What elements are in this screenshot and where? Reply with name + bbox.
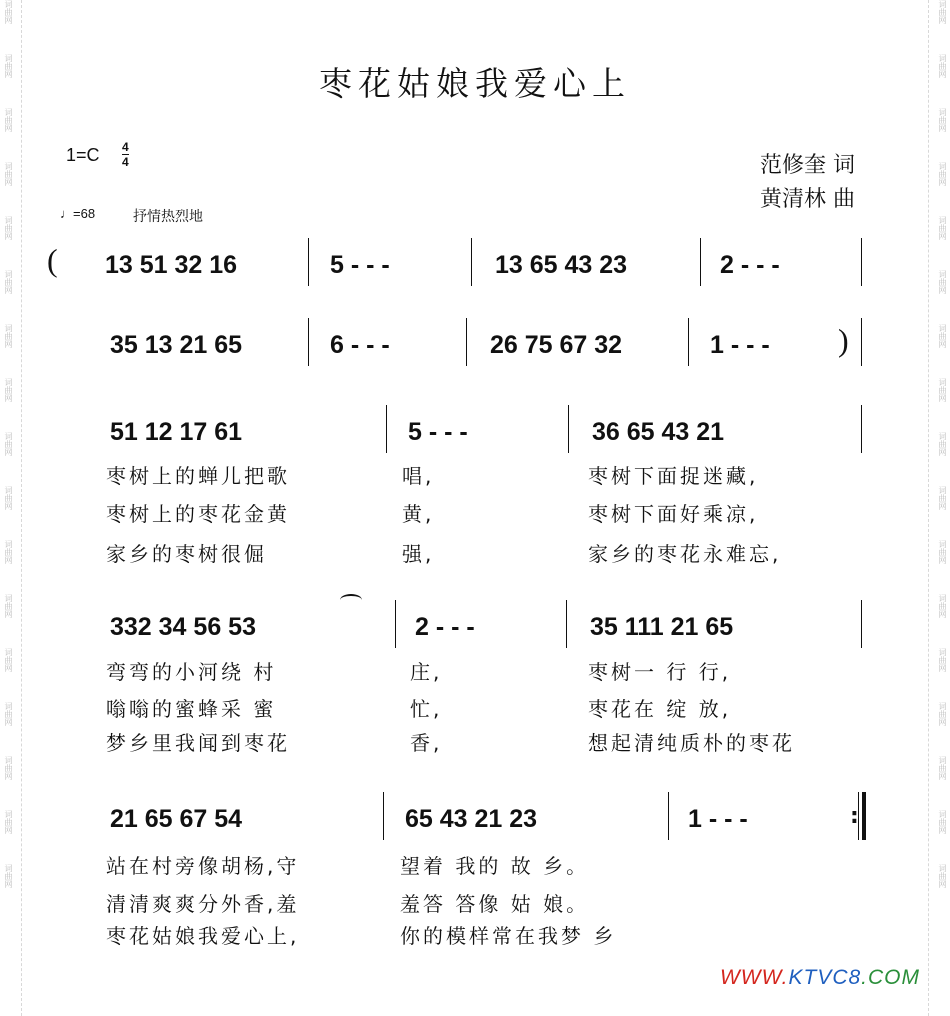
measure-notes: 5 - - - — [408, 418, 468, 446]
watermark-text: 词曲网 — [4, 432, 13, 456]
watermark-text: 词曲网 — [4, 648, 13, 672]
time-signature-top: 4 — [122, 140, 129, 154]
measure-notes: 1 - - - — [688, 805, 748, 833]
repeat-dots: : — [850, 804, 859, 829]
barline — [861, 238, 862, 286]
barline — [471, 238, 472, 286]
lyric-line: 站在村旁像胡杨,守 — [106, 854, 300, 878]
watermark-text: 词曲网 — [4, 540, 13, 564]
measure-notes: 21 65 67 54 — [110, 805, 243, 833]
watermark-text: 词曲网 — [938, 540, 947, 564]
watermark-text: 词曲网 — [4, 864, 13, 888]
watermark-text: 词曲网 — [938, 486, 947, 510]
lyric-line: 枣树上的枣花金黄 — [106, 502, 290, 526]
lyric-line: 家乡的枣花永难忘, — [588, 542, 782, 566]
notation-row-2 — [0, 318, 950, 398]
site-url-suffix: .COM — [861, 966, 920, 989]
site-url-prefix: WWW. — [719, 966, 789, 989]
watermark-text: 词曲网 — [938, 594, 947, 618]
measure-notes: 51 12 17 61 — [110, 418, 243, 446]
lyricist-credit: 范修奎 词 — [760, 153, 855, 178]
barline — [688, 318, 689, 366]
measure-notes: 13 65 43 23 — [495, 251, 628, 279]
watermark-text: 词曲网 — [4, 324, 13, 348]
measure-notes: 35 111 21 65 — [590, 613, 734, 641]
lyric-line: 枣花在 绽 放, — [588, 697, 732, 721]
watermark-text: 词曲网 — [4, 108, 13, 132]
watermark-text: 词曲网 — [938, 54, 947, 78]
measure-notes: 2 - - - — [720, 251, 780, 279]
watermark-text: 词曲网 — [938, 432, 947, 456]
measure-notes: 332 34 56 53 — [110, 613, 256, 641]
watermark-text: 词曲网 — [938, 270, 947, 294]
time-signature-bottom: 4 — [122, 155, 129, 169]
watermark-text: 词曲网 — [938, 702, 947, 726]
watermark-text: 词曲网 — [938, 864, 947, 888]
barline — [568, 405, 569, 453]
barline — [668, 792, 669, 840]
measure-notes: 1 - - - — [710, 331, 770, 359]
watermark-text: 词曲网 — [938, 162, 947, 186]
composer-credit: 黄清林 曲 — [760, 187, 855, 212]
watermark-text: 词曲网 — [4, 486, 13, 510]
watermark-text: 词曲网 — [4, 810, 13, 834]
lyric-line: 羞答 答像 姑 娘。 — [400, 892, 590, 916]
lyric-line: 唱, — [402, 464, 435, 488]
lyric-line: 家乡的枣树很倔 — [106, 542, 267, 566]
watermark-text: 词曲网 — [4, 216, 13, 240]
lyric-line: 黄, — [402, 502, 435, 526]
barline — [700, 238, 701, 286]
key-signature: 1=C — [66, 145, 100, 165]
measure-notes: 26 75 67 32 — [490, 331, 623, 359]
watermark-text: 词曲网 — [4, 378, 13, 402]
watermark-text: 词曲网 — [938, 0, 947, 24]
watermark-text: 词曲网 — [938, 108, 947, 132]
lyric-line: 想起清纯质朴的枣花 — [588, 731, 795, 755]
lyric-line: 嗡嗡的蜜蜂采 蜜 — [106, 697, 277, 721]
watermark-text: 词曲网 — [938, 648, 947, 672]
expression-marking: 抒情热烈地 — [133, 209, 203, 225]
close-paren: ) — [838, 322, 849, 358]
lyric-line: 庄, — [410, 660, 443, 684]
site-url-brand: KTVC8 — [788, 966, 862, 989]
time-signature — [122, 140, 129, 169]
barline — [395, 600, 396, 648]
notation-row-1 — [0, 238, 950, 318]
open-paren: ( — [47, 242, 58, 278]
lyric-line: 强, — [402, 542, 435, 566]
measure-notes: 35 13 21 65 — [110, 331, 243, 359]
barline — [383, 792, 384, 840]
watermark-text: 词曲网 — [4, 594, 13, 618]
watermark-text: 词曲网 — [938, 810, 947, 834]
barline — [861, 600, 862, 648]
watermark-text: 词曲网 — [4, 162, 13, 186]
watermark-text: 词曲网 — [938, 324, 947, 348]
lyric-line: 清清爽爽分外香,羞 — [106, 892, 300, 916]
lyric-line: 你的模样常在我梦 乡 — [400, 924, 617, 948]
barline — [386, 405, 387, 453]
lyric-line: 枣树下面好乘凉, — [588, 502, 759, 526]
watermark-text: 词曲网 — [938, 378, 947, 402]
lyric-line: 枣树一 行 行, — [588, 660, 732, 684]
measure-notes: 2 - - - — [415, 613, 475, 641]
barline — [861, 318, 862, 366]
lyric-line: 枣树下面捉迷藏, — [588, 464, 759, 488]
measure-notes: 13 51 32 16 — [105, 251, 238, 279]
barline — [308, 238, 309, 286]
watermark-text: 词曲网 — [4, 54, 13, 78]
repeat-end-barline — [858, 792, 866, 840]
barline — [861, 405, 862, 453]
watermark-text: 词曲网 — [4, 756, 13, 780]
slur-mark — [340, 594, 362, 606]
watermark-text: 词曲网 — [4, 270, 13, 294]
watermark-text: 词曲网 — [4, 702, 13, 726]
tempo-marking: ♩=68 — [60, 206, 96, 221]
barline — [308, 318, 309, 366]
song-title: 枣花姑娘我爱心上 — [319, 64, 631, 103]
measure-notes: 65 43 21 23 — [405, 805, 538, 833]
site-url — [720, 966, 920, 990]
watermark-text: 词曲网 — [938, 216, 947, 240]
lyric-line: 枣花姑娘我爱心上, — [106, 924, 300, 948]
lyric-line: 香, — [410, 731, 443, 755]
lyric-line: 弯弯的小河绕 村 — [106, 660, 277, 684]
measure-notes: 6 - - - — [330, 331, 390, 359]
lyric-line: 忙, — [410, 697, 443, 721]
barline — [566, 600, 567, 648]
lyric-line: 望着 我的 故 乡。 — [400, 854, 590, 878]
barline — [466, 318, 467, 366]
lyric-line: 梦乡里我闻到枣花 — [106, 731, 290, 755]
measure-notes: 5 - - - — [330, 251, 390, 279]
watermark-text: 词曲网 — [4, 0, 13, 24]
lyric-line: 枣树上的蝉儿把歌 — [106, 464, 290, 488]
watermark-text: 词曲网 — [938, 756, 947, 780]
measure-notes: 36 65 43 21 — [592, 418, 725, 446]
